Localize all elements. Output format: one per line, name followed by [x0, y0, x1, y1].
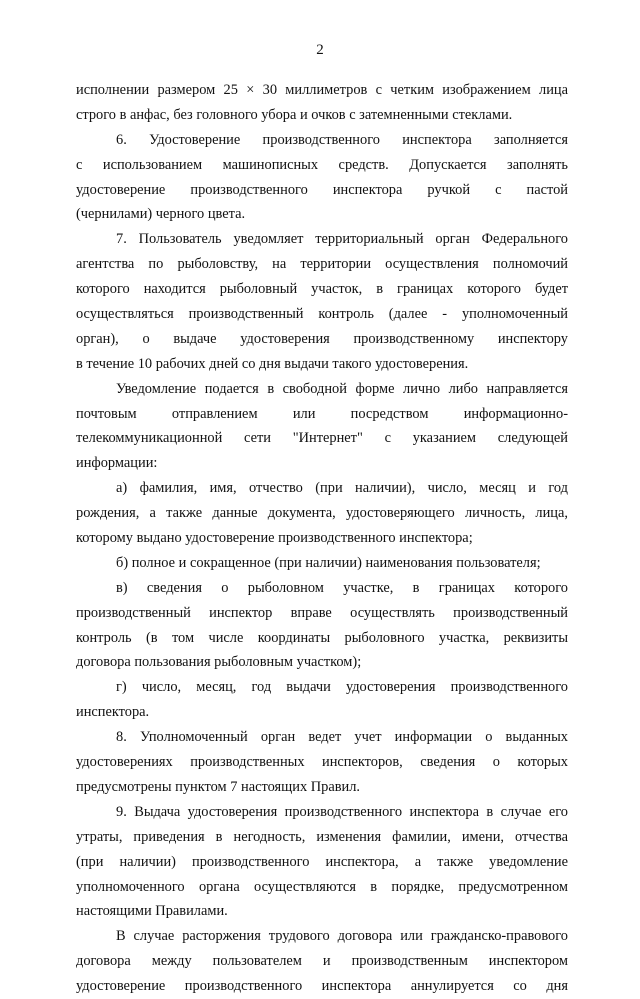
text-line: а) фамилия, имя, отчество (при наличии), число, месяц и год	[116, 480, 568, 497]
text-line: В случае расторжения трудового договора или гражданско-правового	[116, 928, 568, 945]
text-line: инспектора.	[76, 704, 150, 721]
text-line: телекоммуникационной сети "Интернет" с указанием следующей	[76, 430, 568, 447]
text-line: уполномоченного органа осуществляются в порядке, предусмотренном	[76, 878, 568, 895]
text-line: в) сведения о рыболовном участке, в границах которого	[116, 579, 568, 596]
text-line: агентства по рыболовству, на территории осуществления полномочий	[76, 256, 568, 273]
text-line: которого находится рыболовный участок, в границах которого будет	[76, 281, 568, 298]
text-line: в течение 10 рабочих дней со дня выдачи такого удостоверения.	[76, 355, 469, 372]
text-line: 6. Удостоверение производственного инспектора заполняется	[116, 131, 568, 148]
text-line: б) полное и сокращенное (при наличии) наименования пользователя;	[116, 554, 541, 571]
text-line: договора между пользователем и производственным инспектором	[76, 953, 568, 970]
text-line: утраты, приведения в негодность, изменения фамилии, имени, отчества	[76, 828, 568, 845]
text-line: г) число, месяц, год выдачи удостоверения производственного	[116, 679, 568, 696]
text-line: осуществляться производственный контроль (далее - уполномоченный	[76, 306, 568, 323]
text-line: удостоверение производственного инспектора ручкой с пастой	[76, 181, 568, 198]
text-line: 8. Уполномоченный орган ведет учет информации о выданных	[116, 729, 568, 746]
text-line: с использованием машинописных средств. Допускается заполнять	[76, 156, 568, 173]
text-line: Уведомление подается в свободной форме лично либо направляется	[116, 380, 568, 397]
text-line: 9. Выдача удостоверения производственного инспектора в случае его	[116, 803, 568, 820]
text-line: которому выдано удостоверение производственного инспектора;	[76, 530, 473, 547]
text-line: информации:	[76, 455, 158, 472]
text-line: удостоверениях производственных инспекторов, сведения о которых	[76, 754, 568, 771]
text-line: удостоверение производственного инспектора аннулируется со дня	[76, 978, 568, 995]
text-line: контроль (в том числе координаты рыболовного участка, реквизиты	[76, 629, 568, 646]
text-line: орган), о выдаче удостоверения производственному инспектору	[76, 330, 568, 347]
text-line: рождения, а также данные документа, удостоверяющего личность, лица,	[76, 505, 568, 522]
text-line: производственный инспектор вправе осуществлять производственный	[76, 604, 568, 621]
text-line: строго в анфас, без головного убора и очков с затемненными стеклами.	[76, 106, 513, 123]
text-line: договора пользования рыболовным участком);	[76, 654, 362, 671]
document-body	[76, 78, 568, 999]
text-line: предусмотрены пунктом 7 настоящих Правил.	[76, 778, 360, 795]
text-line: почтовым отправлением или посредством информационно-	[76, 405, 568, 422]
text-line: 7. Пользователь уведомляет территориальный орган Федерального	[116, 231, 568, 248]
text-line: исполнении размером 25 × 30 миллиметров с четким изображением лица	[76, 82, 568, 98]
text-line: (чернилами) черного цвета.	[76, 206, 246, 223]
page-number: 2	[316, 42, 324, 58]
text-line: настоящими Правилами.	[76, 903, 228, 920]
text-line: (при наличии) производственного инспектора, а также уведомление	[76, 853, 568, 870]
